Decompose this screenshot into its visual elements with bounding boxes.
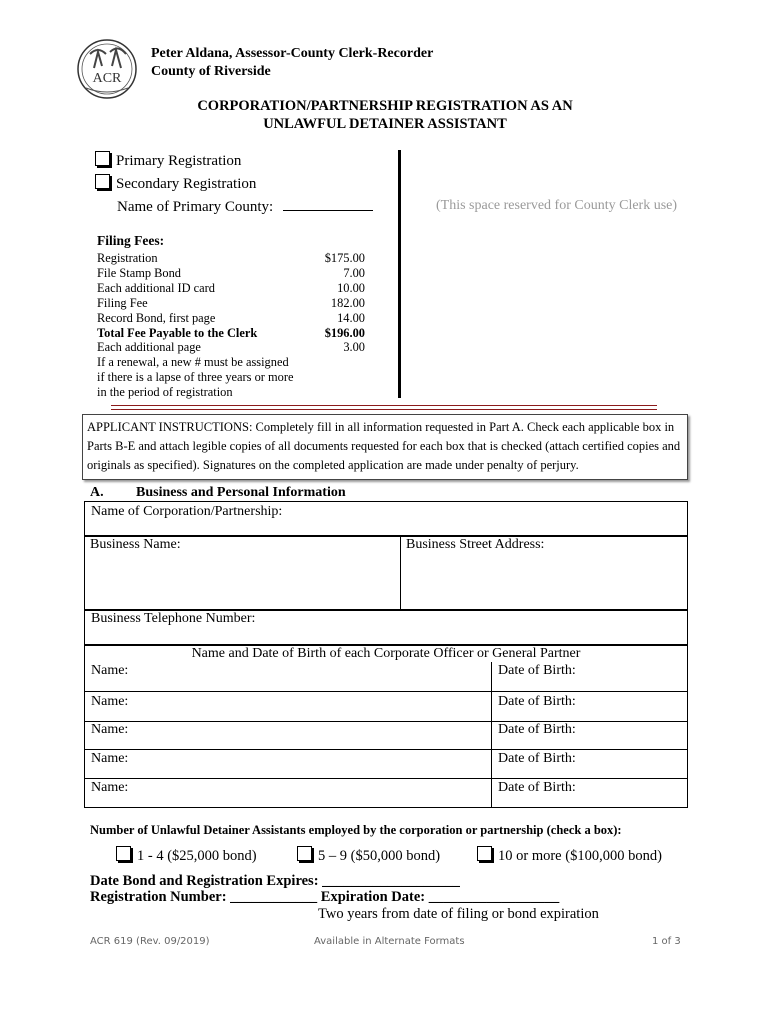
fee-label: Filing Fee — [97, 295, 148, 310]
secondary-registration-checkbox[interactable] — [95, 174, 110, 189]
header-county: County of Riverside — [151, 64, 271, 79]
primary-registration-option[interactable] — [95, 151, 241, 170]
filing-fees-title: Filing Fees: — [97, 233, 165, 248]
business-name-label: Business Name: — [90, 537, 181, 552]
fee-amount: 14.00 — [337, 310, 365, 325]
fee-amount: 10.00 — [337, 280, 365, 295]
fee-amount: 7.00 — [343, 265, 365, 280]
fee-amount: 3.00 — [343, 340, 365, 355]
fee-label: Record Bond, first page — [97, 310, 216, 325]
section-a-letter: A. — [90, 485, 104, 500]
form-title-line1: CORPORATION/PARTNERSHIP REGISTRATION AS AN — [197, 98, 573, 114]
assistants-option-label: 10 or more ($100,000 bond) — [498, 848, 662, 864]
assistants-option-2[interactable] — [297, 846, 440, 865]
county-clerk-reserved-note: (This space reserved for County Clerk use) — [436, 198, 678, 213]
officer-dob-label: Date of Birth: — [498, 780, 576, 795]
officer-name-label: Name: — [91, 722, 129, 737]
fee-label: Total Fee Payable to the Clerk — [97, 325, 258, 340]
primary-registration-checkbox[interactable] — [95, 151, 110, 166]
officer-row-3[interactable] — [84, 720, 688, 750]
officer-row-4[interactable] — [84, 749, 688, 779]
assistants-option-label: 5 – 9 ($50,000 bond) — [318, 848, 441, 864]
renewal-note: If a renewal, a new # must be assigned if there is a lapse of three years or more in the period of registration — [97, 355, 294, 400]
acr-seal-logo — [76, 38, 138, 100]
primary-county-label: Name of Primary County: — [117, 199, 274, 215]
officer-name-label: Name: — [91, 663, 129, 678]
fee-row — [97, 296, 365, 311]
officer-dob-label: Date of Birth: — [498, 722, 576, 737]
assistants-option-3[interactable] — [477, 846, 662, 865]
fee-amount: $196.00 — [324, 325, 365, 340]
officers-heading-row — [84, 644, 688, 663]
officer-name-label: Name: — [91, 751, 129, 766]
footer-page-number: 1 of 3 — [652, 936, 681, 947]
reserved-area-divider — [398, 150, 401, 398]
bond-expires-field[interactable]: Date Bond and Registration Expires: ___________________ — [90, 873, 460, 889]
filing-fees-table — [97, 251, 365, 400]
fee-amount: 182.00 — [330, 295, 365, 310]
officer-row-5[interactable] — [84, 778, 688, 808]
fee-amount: $175.00 — [324, 251, 365, 265]
business-name-field[interactable] — [85, 555, 399, 607]
fee-row — [97, 266, 365, 281]
section-divider-line — [111, 405, 657, 410]
secondary-registration-option[interactable] — [95, 174, 256, 193]
officer-dob-label: Date of Birth: — [498, 751, 576, 766]
business-address-label: Business Street Address: — [406, 537, 545, 552]
fee-label: Each additional page — [97, 340, 201, 355]
business-address-field[interactable] — [402, 555, 685, 607]
assistants-1-4-checkbox[interactable] — [116, 846, 131, 861]
business-phone-label: Business Telephone Number: — [91, 611, 256, 626]
corporation-name-field[interactable] — [84, 501, 688, 537]
section-a-title: Business and Personal Information — [136, 485, 346, 500]
fee-label: Registration — [97, 251, 158, 265]
assistants-option-label: 1 - 4 ($25,000 bond) — [137, 848, 257, 864]
fee-row — [97, 311, 365, 326]
applicant-instructions: APPLICANT INSTRUCTIONS: Completely fill in all information requested in Part A. Check each applicable box in Parts B-E and attach legible copies of all documents requested for each box that is checked (attach certified copies and originals as specified). Signatures on the completed application are made under penalty of perjury. — [82, 414, 688, 480]
footer-alt-formats: Available in Alternate Formats — [314, 936, 465, 947]
header-assessor-name: Peter Aldana, Assessor-County Clerk-Recorder — [151, 46, 434, 61]
assistants-option-1[interactable] — [116, 846, 257, 865]
corporation-name-label: Name of Corporation/Partnership: — [91, 504, 283, 519]
officer-name-label: Name: — [91, 780, 129, 795]
section-a-heading — [90, 485, 346, 501]
assistants-count-title: Number of Unlawful Detainer Assistants employed by the corporation or partnership (check a box): — [90, 823, 622, 837]
footer-form-id: ACR 619 (Rev. 09/2019) — [90, 936, 210, 947]
primary-registration-label: Primary Registration — [116, 153, 242, 169]
business-row-divider — [400, 535, 401, 609]
fee-row — [97, 340, 365, 355]
fee-row-total — [97, 326, 365, 341]
officer-dob-label: Date of Birth: — [498, 694, 576, 709]
officer-name-label: Name: — [91, 694, 129, 709]
primary-county-blank[interactable] — [283, 198, 373, 211]
svg-text:ACR: ACR — [92, 71, 122, 86]
business-phone-field[interactable] — [84, 609, 688, 646]
assistants-5-9-checkbox[interactable] — [297, 846, 312, 861]
registration-number-field[interactable]: Registration Number: ____________ Expiration Date: __________________ — [90, 889, 560, 905]
assistants-10-plus-checkbox[interactable] — [477, 846, 492, 861]
primary-county-field[interactable] — [117, 198, 373, 216]
form-title-line2: UNLAWFUL DETAINER ASSISTANT — [263, 116, 507, 132]
fee-row — [97, 251, 365, 266]
officer-row-2[interactable] — [84, 691, 688, 722]
fee-row — [97, 281, 365, 296]
officer-dob-label: Date of Birth: — [498, 663, 576, 678]
fee-label: File Stamp Bond — [97, 265, 181, 280]
officer-column-divider — [491, 662, 492, 808]
expiration-note: Two years from date of filing or bond expiration — [318, 906, 599, 922]
officer-row-1[interactable] — [84, 662, 688, 692]
fee-label: Each additional ID card — [97, 280, 216, 295]
secondary-registration-label: Secondary Registration — [116, 176, 257, 192]
officers-heading: Name and Date of Birth of each Corporate Officer or General Partner — [191, 646, 581, 661]
